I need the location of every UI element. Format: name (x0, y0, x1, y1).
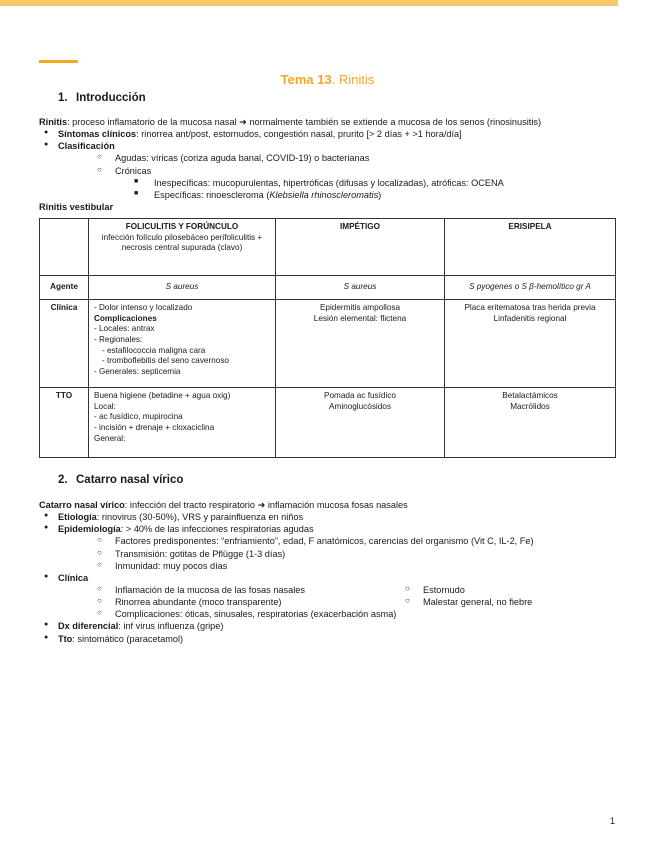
title-accent-line (39, 60, 78, 63)
rinitis-definition: Rinitis: proceso inflamatorio de la mucosa nasal ➜ normalmente también se extiende a mucosa de los senos (rinosinusitis) (39, 117, 542, 127)
row-label-clinica: Clínica (40, 300, 89, 388)
row-label-agente: Agente (40, 276, 89, 300)
section-2-body (39, 499, 619, 645)
factores-item: ○ Factores predisponentes: “enfriamiento”, edad, F anatómicos, carencias del organismo (Vit C, IL-2, Fe) (39, 535, 619, 547)
clinica-item: ● Clínica (39, 572, 619, 584)
clinica-complicaciones: ○ Complicaciones: óticas, sinusales, respiratorias (exacerbación asma) (39, 608, 619, 620)
clinica-inflamacion: ○ Inflamación de la mucosa de las fosas nasales (39, 584, 405, 596)
agudas-item: ○ Agudas: víricas (coriza aguda banal, COVID-19) o bacterianas (39, 152, 619, 164)
clinica-erisipela: Placa eritematosa tras herida previa Linfadenitis regional (445, 300, 616, 388)
table-header-row (40, 219, 616, 276)
table-row-tto (40, 388, 616, 458)
clasificacion-item: ● Clasificación (39, 140, 619, 152)
catarro-definition: Catarro nasal vírico: infección del tracto respiratorio ➜ inflamación mucosa fosas nasales (39, 500, 408, 510)
section-1-body (39, 116, 619, 213)
clinica-rinorrea: ○ Rinorrea abundante (moco transparente) (39, 596, 405, 608)
dx-diferencial-item: ● Dx diferencial: inf virus influenza (gripe) (39, 620, 619, 632)
inmunidad-item: ○ Inmunidad: muy pocos días (39, 560, 619, 572)
sintomas-item: ● Síntomas clínicos: rinorrea ant/post, estornudos, congestión nasal, prurito [> 2 días + >1 hora/día] (39, 128, 619, 140)
page-number: 1 (609, 816, 615, 826)
tto-item: ● Tto: sintomático (paracetamol) (39, 633, 619, 645)
tto-foliculitis: Buena higiene (betadine + agua oxig) Local: - ac fusídico, mupirocina - incisión + drenaje + cloxaciclina General: (89, 388, 276, 458)
table-corner-cell (40, 219, 89, 276)
clinica-impetigo: Epidermitis ampollosa Lesión elemental: flictena (276, 300, 445, 388)
tto-impetigo: Pomada ac fusídico Aminoglucósidos (276, 388, 445, 458)
transmision-item: ○ Transmisión: gotitas de Pflügge (1-3 días) (39, 548, 619, 560)
clinica-row-2 (39, 596, 619, 608)
table-row-agente (40, 276, 616, 300)
tto-erisipela: Betalactámicos Macrólidos (445, 388, 616, 458)
section-1-heading: 1. Introducción (58, 92, 146, 104)
clinica-row-1 (39, 584, 619, 596)
especificas-item: ■ Específicas: rinoescleroma (Klebsiella rhinoscleromatis) (39, 189, 619, 201)
cronicas-item: ○ Crónicas (39, 165, 619, 177)
page-title: Tema 13. Rinitis (280, 72, 375, 87)
header-foliculitis: FOLICULITIS Y FORÚNCULO infección folículo pilosebáceo perifoliculitis + necrosis central supurada (clavo) (89, 219, 276, 276)
etiologia-item: ● Etiología: rinovirus (30-50%), VRS y parainfluenza en niños (39, 511, 619, 523)
epidemiologia-item: ● Epidemiología: > 40% de las infecciones respiratorias agudas (39, 523, 619, 535)
agente-foliculitis: S aureus (89, 276, 276, 300)
top-color-bar (0, 0, 618, 6)
row-label-tto: TTO (40, 388, 89, 458)
clinica-estornudo: ○ Estornudo (405, 584, 465, 596)
inespecificas-item: ■ Inespecíficas: mucopurulentas, hipertróficas (difusas y localizadas), atróficas: OCENA (39, 177, 619, 189)
header-impetigo: IMPÉTIGO (276, 219, 445, 276)
header-erisipela: ERISIPELA (445, 219, 616, 276)
rinitis-vestibular-table (39, 218, 616, 458)
clinica-malestar: ○ Malestar general, no fiebre (405, 596, 532, 608)
agente-impetigo: S aureus (276, 276, 445, 300)
table-row-clinica (40, 300, 616, 388)
clinica-foliculitis: - Dolor intenso y localizado Complicaciones - Locales: antrax - Regionales: - estafilococcia maligna cara - tromboflebitis del seno cavernoso - Generales: septicemia (89, 300, 276, 388)
vestibular-title: Rinitis vestibular (39, 201, 114, 212)
agente-erisipela: S pyogenes o S β-hemolítico gr A (445, 276, 616, 300)
section-2-heading: 2. Catarro nasal vírico (58, 474, 184, 486)
